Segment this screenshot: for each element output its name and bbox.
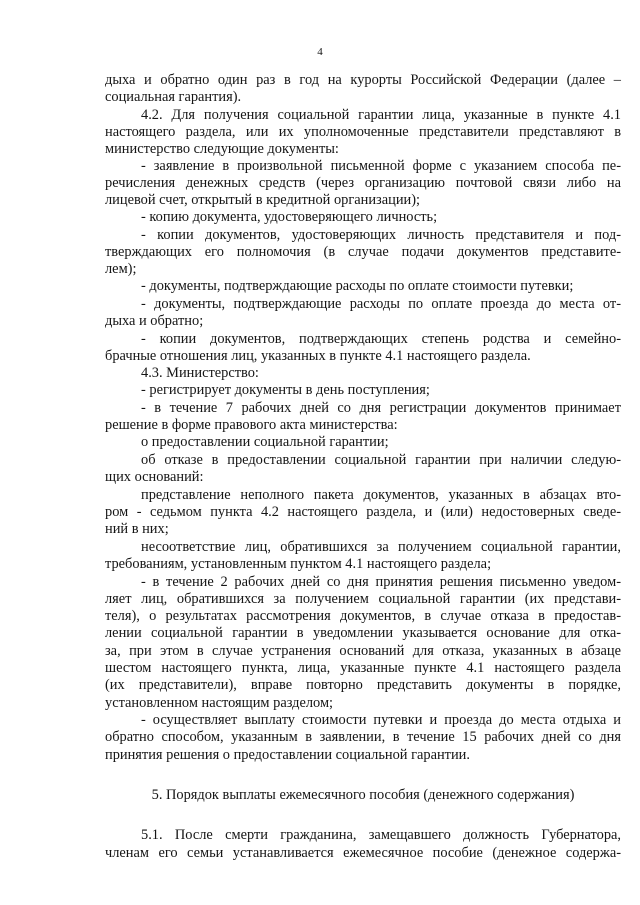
text-line: - регистрирует документы в день поступления; [141, 382, 430, 398]
text-line: - документы, подтверждающие расходы по оплате проезда до места от- [141, 296, 621, 312]
text-line: ний в них; [105, 521, 169, 537]
text-line: ром - седьмом пункта 4.2 настоящего раздела, и (или) недостоверных сведе- [105, 504, 621, 520]
text-line: брачные отношения лиц, указанных в пункте 4.1 настоящего раздела. [105, 348, 531, 364]
text-line: - копии документов, удостоверяющих личность представителя и под- [141, 227, 621, 243]
text-line: настоящего раздела, или их уполномоченные представители представляют в [105, 124, 621, 140]
text-line: дыха и обратно один раз в год на курорты Российской Федерации (далее – [105, 72, 621, 88]
text-line: - заявление в произвольной письменной форме с указанием способа пе- [141, 158, 621, 174]
text-line: - осуществляет выплату стоимости путевки и проезда до места отдыха и [141, 712, 621, 728]
text-line: обратно способом, указанным в заявлении, в течение 15 рабочих дней со дня [105, 729, 621, 745]
text-line: принятия решения о предоставлении социальной гарантии. [105, 747, 470, 763]
text-line: 4.2. Для получения социальной гарантии лица, указанные в пункте 4.1 [141, 107, 621, 123]
text-line: несоответствие лиц, обратившихся за получением социальной гарантии, [141, 539, 621, 555]
text-line: членам его семьи устанавливается ежемесячное пособие (денежное содержа- [105, 845, 621, 861]
text-line: представление неполного пакета документов, указанных в абзацах вто- [141, 487, 621, 503]
text-line: решение в форме правового акта министерства: [105, 417, 398, 433]
section-heading: 5. Порядок выплаты ежемесячного пособия (денежного содержания) [151, 787, 575, 803]
text-line: 5.1. После смерти гражданина, замещавшего должность Губернатора, [141, 827, 621, 843]
text-line: (их представители), вправе повторно представить документы в порядке, [105, 677, 621, 693]
text-line: министерство следующие документы: [105, 141, 339, 157]
text-line: - копии документов, подтверждающих степень родства и семейно- [141, 331, 621, 347]
text-line: требованиям, установленным пунктом 4.1 настоящего раздела; [105, 556, 492, 572]
text-line: щих оснований: [105, 469, 204, 485]
text-line: лении социальной гарантии в уведомлении указывается основание для отка- [105, 625, 621, 641]
text-line: о предоставлении социальной гарантии; [141, 434, 389, 450]
text-line: - в течение 2 рабочих дней со дня принятия решения письменно уведом- [141, 574, 621, 590]
text-line: за, при этом в случае устранения оснований для отказа, указанных в абзаце [105, 643, 621, 659]
text-line: установленном настоящим разделом; [105, 695, 334, 711]
text-line: речисления денежных средств (через организацию почтовой связи либо на [105, 175, 621, 191]
text-line: 4.3. Министерство: [141, 365, 259, 381]
text-line: теля), о результатах рассмотрения документов, в случае отказа в предостав- [105, 608, 621, 624]
text-line: лем); [105, 261, 137, 277]
text-line: лицевой счет, открытый в кредитной организации); [105, 192, 421, 208]
text-line: дыха и обратно; [105, 313, 204, 329]
text-line: - копию документа, удостоверяющего личность; [141, 209, 438, 225]
text-line: - документы, подтверждающие расходы по оплате стоимости путевки; [141, 278, 574, 294]
text-line: об отказе в предоставлении социальной гарантии при наличии следую- [141, 452, 621, 468]
text-line: ляет лиц, обратившихся за получением социальной гарантии (их представи- [105, 591, 621, 607]
page-number: 4 [317, 46, 323, 58]
text-line: тверждающих его полномочия (в случае подачи документов представите- [105, 244, 621, 260]
text-line: шестом настоящего пункта, лица, указанные пункте 4.1 настоящего раздела [105, 660, 621, 676]
text-line: - в течение 7 рабочих дней со дня регистрации документов принимает [141, 400, 621, 416]
text-line: социальная гарантия). [105, 89, 242, 105]
